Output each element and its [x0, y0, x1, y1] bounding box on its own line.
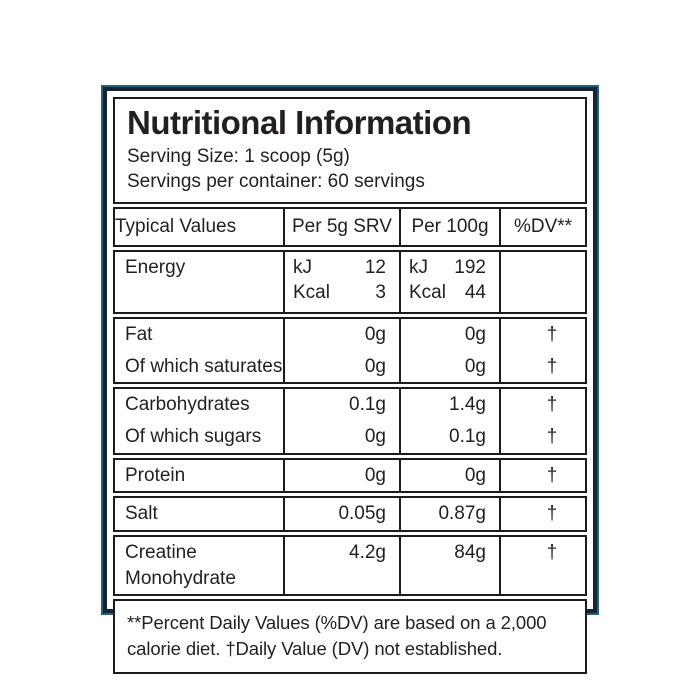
dv-value: †	[499, 319, 585, 351]
energy-srv-kj	[285, 255, 399, 281]
serving-size: Serving Size: 1 scoop (5g)	[127, 145, 350, 167]
per100-value: 0g	[399, 319, 499, 351]
nutrient-name: Energy	[125, 256, 186, 278]
nutrient-name: Salt	[125, 503, 158, 525]
srv-value: 0.1g	[283, 389, 399, 421]
table-row	[115, 460, 585, 492]
dv-value: †	[499, 351, 585, 383]
dv-value: †	[499, 537, 585, 594]
energy-value: 12	[364, 256, 386, 278]
per100-value: 0.87g	[399, 498, 499, 530]
energy-value: 192	[454, 256, 486, 278]
table-row	[115, 537, 585, 594]
energy-unit: Kcal	[409, 282, 446, 304]
servings-per-container: Servings per container: 60 servings	[127, 171, 425, 193]
col-percent-dv: %DV**	[499, 209, 585, 245]
row-creatine-monohydrate	[113, 535, 587, 596]
per100-value: 0.1g	[399, 421, 499, 453]
col-per-5g-srv: Per 5g SRV	[283, 209, 399, 245]
energy-value: 3	[375, 282, 386, 304]
energy-value: 44	[464, 282, 486, 304]
srv-value: 0g	[283, 351, 399, 383]
table-column-header	[113, 207, 587, 247]
dv-value: †	[499, 460, 585, 492]
row-energy	[113, 250, 587, 314]
row-protein	[113, 458, 587, 494]
nutrition-label	[103, 87, 597, 660]
per100-value: 0g	[399, 460, 499, 492]
nutrient-name: Protein	[125, 464, 186, 486]
energy-100g-kj	[401, 255, 499, 281]
label-title: Nutritional Information	[127, 104, 472, 141]
energy-100g-kcal	[401, 280, 499, 306]
srv-value: 0g	[283, 421, 399, 453]
energy-dv	[499, 252, 585, 312]
row-group-fat	[113, 317, 587, 384]
srv-value: 4.2g	[283, 537, 399, 594]
per100-value: 0g	[399, 351, 499, 383]
row-group-carbohydrates	[113, 387, 587, 454]
row-salt	[113, 496, 587, 532]
nutrient-name: Fat	[125, 324, 153, 346]
table-row	[115, 389, 585, 421]
footnote: **Percent Daily Values (%DV) are based on a 2,000 calorie diet. †Daily Value (DV) not established.	[113, 599, 587, 674]
energy-unit: kJ	[293, 256, 312, 278]
srv-value: 0g	[283, 460, 399, 492]
energy-unit: Kcal	[293, 282, 330, 304]
table-row	[115, 319, 585, 351]
table-row	[115, 498, 585, 530]
per100-value: 1.4g	[399, 389, 499, 421]
col-per-100g: Per 100g	[399, 209, 499, 245]
nutrient-name: Carbohydrates	[125, 394, 250, 416]
srv-value: 0.05g	[283, 498, 399, 530]
nutrient-name: Creatine Monohydrate	[125, 541, 236, 589]
label-header	[113, 97, 587, 204]
nutrient-name: Of which sugars	[125, 425, 262, 447]
energy-srv-kcal	[285, 280, 399, 306]
per100-value: 84g	[399, 537, 499, 594]
table-row	[115, 351, 585, 383]
dv-value: †	[499, 498, 585, 530]
srv-value: 0g	[283, 319, 399, 351]
energy-unit: kJ	[409, 256, 428, 278]
table-row	[115, 421, 585, 453]
dv-value: †	[499, 389, 585, 421]
nutrient-name: Of which saturates	[125, 355, 283, 377]
dv-value: †	[499, 421, 585, 453]
col-typical-values: Typical Values	[115, 216, 237, 238]
